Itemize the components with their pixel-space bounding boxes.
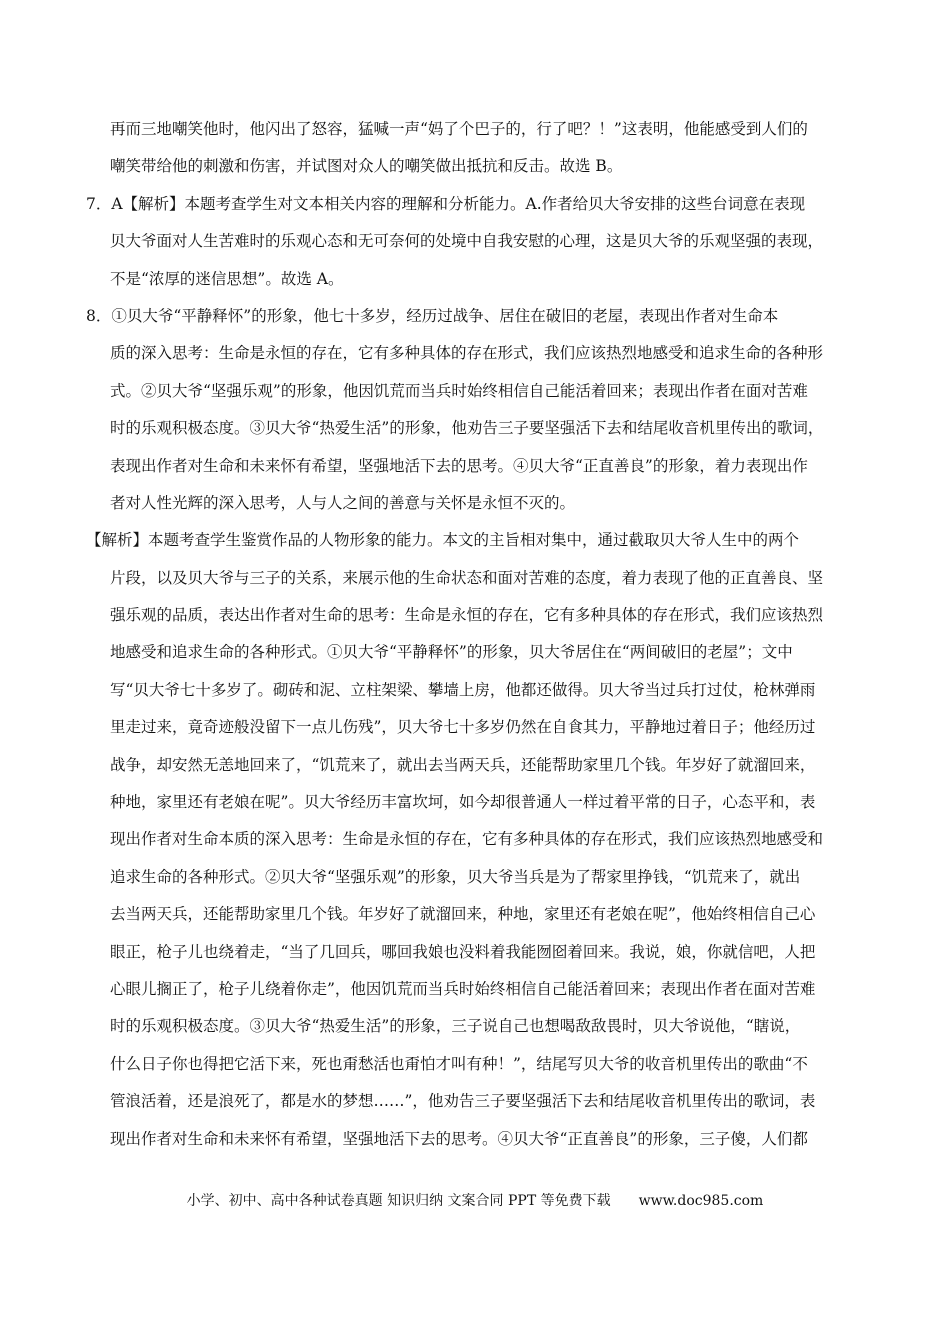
text-line: 种地，家里还有老娘在呢”。贝大爷经历丰富坎坷，如今却很普通人一样过着平常的日子，心态平和，表 (110, 793, 816, 812)
text-line: 强乐观的品质，表达出作者对生命的思考：生命是永恒的存在，它有多种具体的存在形式，我们应该热烈 (110, 606, 824, 625)
text-line: 时的乐观积极态度。③贝大爷“热爱生活”的形象，他劝告三子要坚强活下去和结尾收音机里传出的歌词， (110, 419, 824, 438)
text-line: 贝大爷面对人生苦难时的乐观心态和无可奈何的处境中自我安慰的心理，这是贝大爷的乐观坚强的表现， (110, 232, 824, 251)
text-line: 不是“浓厚的迷信思想”。故选 A。 (110, 269, 344, 288)
footer-url: www.doc985.com (638, 1193, 764, 1209)
text-line: 什么日子你也得把它活下来，死也甭愁活也甭怕才叫有种！”，结尾写贝大爷的收音机里传出的歌曲“不 (110, 1054, 808, 1073)
text-line: 现出作者对生命本质的深入思考：生命是永恒的存在，它有多种具体的存在形式，我们应该热烈地感受和 (110, 830, 824, 849)
text-line: 者对人性光辉的深入思考，人与人之间的善意与关怀是永恒不灭的。 (110, 493, 576, 512)
text-line: 表现出作者对生命和未来怀有希望，坚强地活下去的思考。④贝大爷“正直善良”的形象，着力表现出作 (110, 456, 808, 475)
text-line: 写“贝大爷七十多岁了。砌砖和泥、立柱架梁、攀墙上房，他都还做得。贝大爷当过兵打过仗，枪林弹雨 (110, 680, 816, 699)
text-line: 去当两天兵，还能帮助家里几个钱。年岁好了就溜回来，种地，家里还有老娘在呢”，他始终相信自己心 (110, 905, 816, 924)
text-line: 管浪活着，还是浪死了，都是水的梦想……”，他劝告三子要坚强活下去和结尾收音机里传出的歌词，表 (110, 1092, 816, 1111)
text-line: 【解析】本题考查学生鉴赏作品的人物形象的能力。本文的主旨相对集中，通过截取贝大爷人生中的两个 (86, 531, 800, 550)
text-line: 地感受和追求生命的各种形式。①贝大爷“平静释怀”的形象，贝大爷居住在“两间破旧的老屋”；文中 (110, 643, 793, 662)
text-line: 心眼儿搁正了，枪子儿绕着你走”，他因饥荒而当兵时始终相信自己能活着回来；表现出作者在面对苦难 (110, 979, 816, 998)
document-body (86, 114, 876, 1161)
page-footer (0, 1190, 950, 1210)
footer-text: 小学、初中、高中各种试卷真题 知识归纳 文案合同 PPT 等免费下载 (186, 1193, 611, 1209)
text-line: 时的乐观积极态度。③贝大爷“热爱生活”的形象，三子说自己也想喝敌敌畏时，贝大爷说他，“瞎说， (110, 1017, 801, 1036)
text-line: 现出作者对生命和未来怀有希望，坚强地活下去的思考。④贝大爷“正直善良”的形象，三子傻，人们都 (110, 1129, 808, 1148)
text-line: 7．A【解析】本题考查学生对文本相关内容的理解和分析能力。A.作者给贝大爷安排的这些台词意在表现 (86, 194, 806, 213)
text-line: 片段，以及贝大爷与三子的关系，来展示他的生命状态和面对苦难的态度，着力表现了他的正直善良、坚 (110, 568, 824, 587)
text-line: 再而三地嘲笑他时，他闪出了怒容，猛喊一声“妈了个巴子的，行了吧？！”这表明，他能感受到人们的 (110, 120, 808, 138)
text-line: 眼正，枪子儿也绕着走，“当了几回兵，哪回我娘也没料着我能囫囵着回来。我说，娘，你就信吧，人把 (110, 942, 816, 961)
text-line: 8．①贝大爷“平静释怀”的形象，他七十多岁，经历过战争、居住在破旧的老屋，表现出作者对生命本 (86, 306, 779, 325)
text-line: 里走过来，竟奇迹般没留下一点儿伤残”，贝大爷七十多岁仍然在自食其力，平静地过着日子；他经历过 (110, 718, 816, 737)
text-line: 嘲笑带给他的刺激和伤害，并试图对众人的嘲笑做出抵抗和反击。故选 B。 (110, 157, 623, 176)
text-line: 追求生命的各种形式。②贝大爷“坚强乐观”的形象，贝大爷当兵是为了帮家里挣钱，“饥荒来了，就出 (110, 867, 801, 886)
text-line: 战争，却安然无恙地回来了，“饥荒来了，就出去当两天兵，还能帮助家里几个钱。年岁好了就溜回来， (110, 755, 816, 774)
text-line: 式。②贝大爷“坚强乐观”的形象，他因饥荒而当兵时始终相信自己能活着回来；表现出作者在面对苦难 (110, 381, 808, 400)
text-line: 质的深入思考：生命是永恒的存在，它有多种具体的存在形式，我们应该热烈地感受和追求生命的各种形 (110, 344, 824, 363)
